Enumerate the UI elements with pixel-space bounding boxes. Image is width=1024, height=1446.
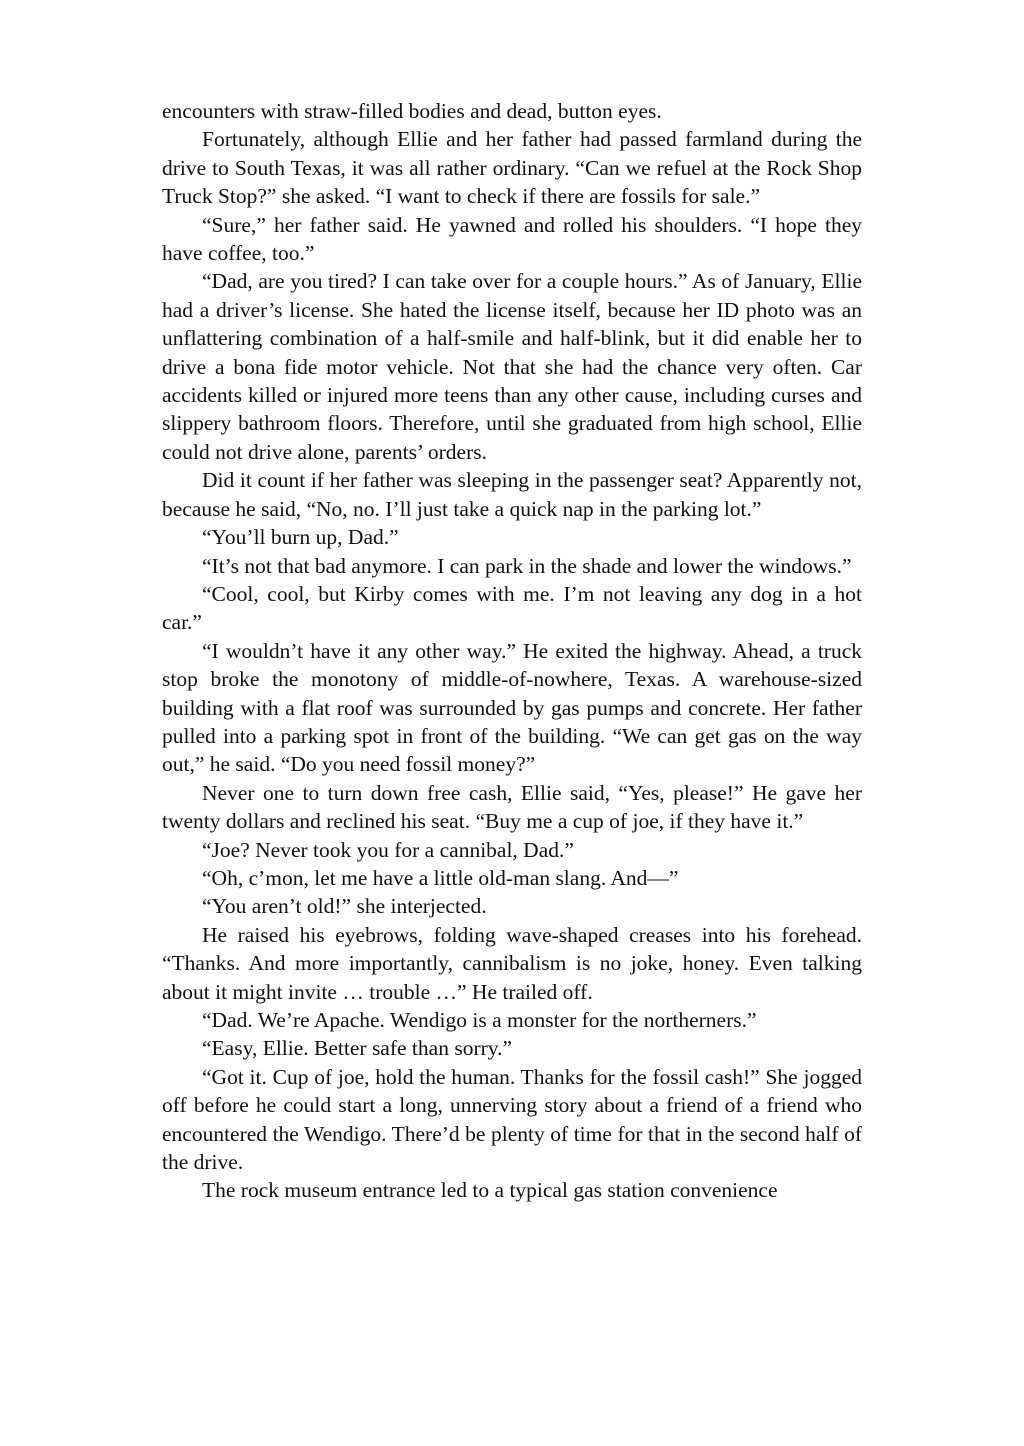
paragraph: “Sure,” her father said. He yawned and rolled his shoulders. “I hope they have coffee, too.” bbox=[162, 212, 862, 266]
paragraph: “Joe? Never took you for a cannibal, Dad.” bbox=[202, 837, 574, 862]
book-page-body bbox=[162, 97, 862, 1205]
paragraph: Did it count if her father was sleeping in the passenger seat? Apparently not, because he said, “No, no. I’ll just take a quick nap in the parking lot.” bbox=[162, 468, 862, 521]
paragraph: “It’s not that bad anymore. I can park in the shade and lower the windows.” bbox=[202, 553, 852, 578]
paragraph: “Dad. We’re Apache. Wendigo is a monster for the northerners.” bbox=[202, 1008, 757, 1032]
paragraph: “You’ll burn up, Dad.” bbox=[202, 525, 399, 550]
paragraph: Never one to turn down free cash, Ellie said, “Yes, please!” He gave her twenty dollars and reclined his seat. “Buy me a cup of joe, if they have it.” bbox=[162, 780, 862, 834]
paragraph: “Dad, are you tired? I can take over for a couple hours.” As of January, Ellie had a driver’s license. She hated the license itself, because her ID photo was an unflattering combination of a half-smile and half-blink, but it did enable her to drive a bona fide motor vehicle. Not that she had the chance very often. Car accidents killed or injured more teens than any other cause, including curses and slippery bathroom floors. Therefore, until she graduated from high school, Ellie could not drive alone, parents’ orders. bbox=[162, 269, 862, 464]
paragraph: “I wouldn’t have it any other way.” He exited the highway. Ahead, a truck stop broke the monotony of middle-of-nowhere, Texas. A warehouse-sized building with a flat roof was surrounded by gas pumps and concrete. Her father pulled into a parking spot in front of the building. “We can get gas on the way out,” he said. “Do you need fossil money?” bbox=[162, 638, 862, 777]
paragraph: “Oh, c’mon, let me have a little old-man slang. And—” bbox=[202, 865, 679, 890]
paragraph: “Got it. Cup of joe, hold the human. Thanks for the fossil cash!” She jogged off before he could start a long, unnerving story about a friend of a friend who encountered the Wendigo. There’d be plenty of time for that in the second half of the drive. bbox=[162, 1064, 862, 1175]
paragraph: encounters with straw-filled bodies and dead, button eyes. bbox=[162, 99, 662, 123]
paragraph: The rock museum entrance led to a typical gas station convenience bbox=[202, 1178, 778, 1203]
paragraph: “Cool, cool, but Kirby comes with me. I’m not leaving any dog in a hot car.” bbox=[162, 581, 862, 635]
paragraph: He raised his eyebrows, folding wave-shaped creases into his forehead. “Thanks. And more importantly, cannibalism is no joke, honey. Even talking about it might invite … trouble …” He trailed off. bbox=[162, 922, 862, 1004]
paragraph: “You aren’t old!” she interjected. bbox=[202, 894, 487, 919]
paragraph: “Easy, Ellie. Better safe than sorry.” bbox=[202, 1036, 513, 1061]
paragraph: Fortunately, although Ellie and her father had passed farmland during the drive to South Texas, it was all rather ordinary. “Can we refuel at the Rock Shop Truck Stop?” she asked. “I want to check if there are fossils for sale.” bbox=[162, 127, 862, 209]
